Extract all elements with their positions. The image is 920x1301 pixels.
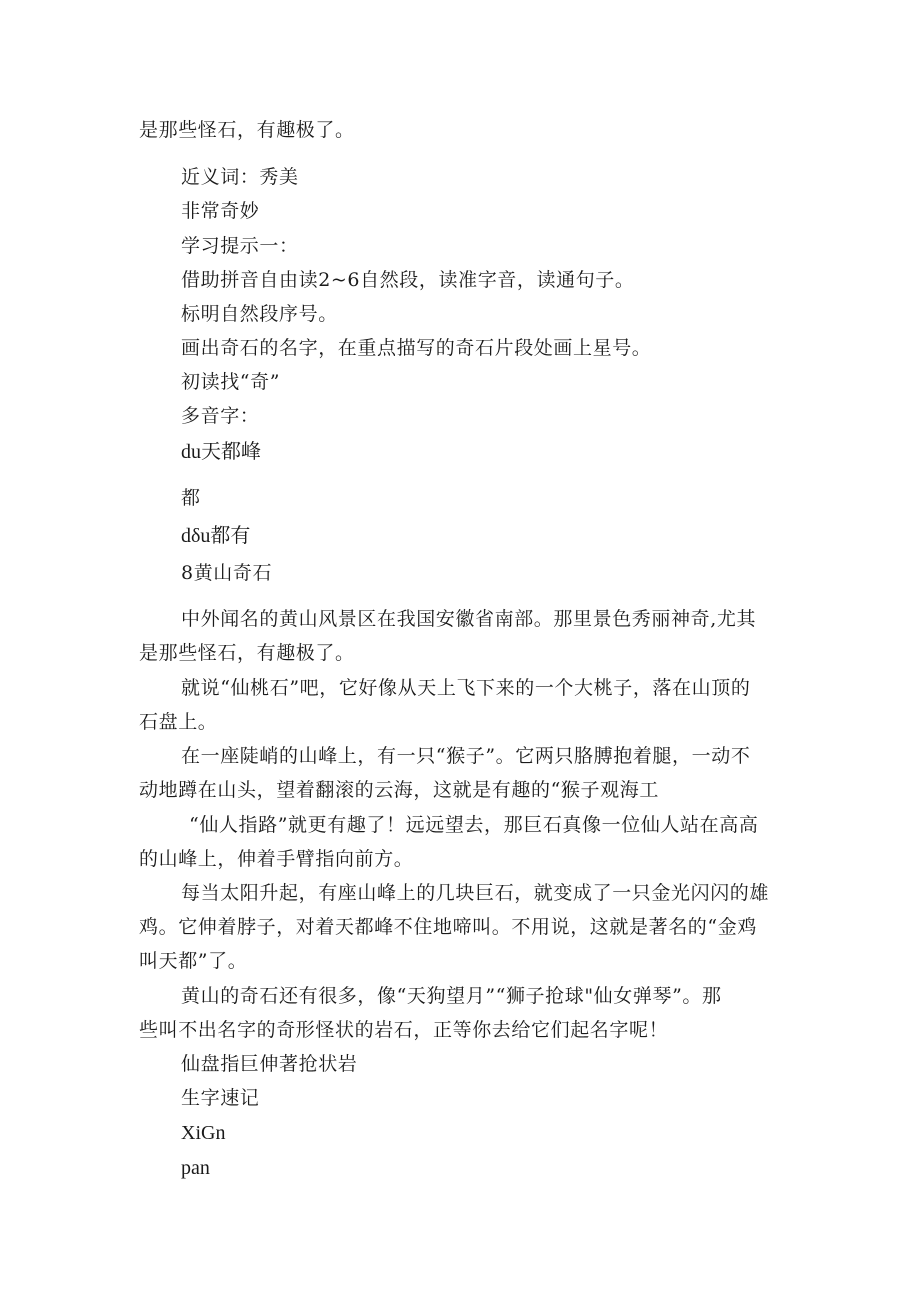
text-line-study-tip-3: 画出奇石的名字，在重点描写的奇石片段处画上星号。	[181, 337, 652, 359]
text-line-para4-a: “仙人指路”就更有趣了！远远望去，那巨石真像一位仙人站在高高	[189, 814, 759, 836]
text-line-para5-a: 每当太阳升起，有座山峰上的几块巨石，就变成了一只金光闪闪的雄	[181, 882, 770, 904]
text-line-para5-b: 鸡。它伸着脖子，对着天都峰不住地啼叫。不用说，这就是著名的“金鸡	[139, 916, 757, 938]
text-line-meaning: 非常奇妙	[181, 200, 260, 222]
text-line-continuation: 是那些怪石，有趣极了。	[139, 119, 355, 141]
text-line-polyphone-heading: 多音字：	[181, 405, 260, 427]
text-line-para2-b: 石盘上。	[139, 711, 218, 733]
text-line-synonym: 近义词：秀美	[181, 166, 299, 188]
text-line-para5-c: 叫天都”了。	[139, 950, 248, 972]
text-line-para1-b: 是那些怪石，有趣极了。	[139, 642, 355, 664]
text-line-para6-b: 些叫不出名字的奇形怪状的岩石，正等你去给它们起名字呢！	[139, 1019, 669, 1041]
text-line-polyphone-char: 都	[181, 487, 201, 509]
text-line-new-characters: 仙盘指巨伸著抢状岩	[181, 1053, 358, 1075]
text-line-para1-a: 中外闻名的黄山风景区在我国安徽省南部。那里景色秀丽神奇,尤其	[181, 608, 757, 630]
text-line-pinyin-xign: XiGn	[181, 1122, 226, 1144]
text-line-para6-a: 黄山的奇石还有很多，像“天狗望月”“狮子抢球"仙女弹琴”。那	[181, 985, 722, 1007]
text-line-study-tip-2: 标明自然段序号。	[181, 303, 338, 325]
text-line-para3-b: 动地蹲在山头，望着翻滚的云海，这就是有趣的“猴子观海工	[139, 779, 659, 801]
text-line-study-tip-1: 借助拼音自由读2~6自然段，读准字音，读通句子。	[181, 269, 635, 291]
text-line-polyphone-du: du天都峰	[181, 441, 261, 463]
text-line-study-tip-heading: 学习提示一：	[181, 235, 299, 257]
text-line-para3-a: 在一座陡峭的山峰上，有一只“猴子”。它两只胳膊抱着腿，一动不	[181, 745, 751, 767]
text-line-polyphone-dou: dδu都有	[181, 525, 251, 547]
text-line-quick-memo: 生字速记	[181, 1087, 260, 1109]
text-line-para4-b: 的山峰上，伸着手臂指向前方。	[139, 848, 414, 870]
text-line-para2-a: 就说“仙桃石”吧，它好像从天上飞下来的一个大桃子，落在山顶的	[181, 677, 751, 699]
lesson-title: 8黄山奇石	[181, 562, 273, 584]
text-line-pinyin-pan: pan	[181, 1157, 210, 1179]
text-line-first-reading: 初读找“奇”	[181, 371, 281, 393]
